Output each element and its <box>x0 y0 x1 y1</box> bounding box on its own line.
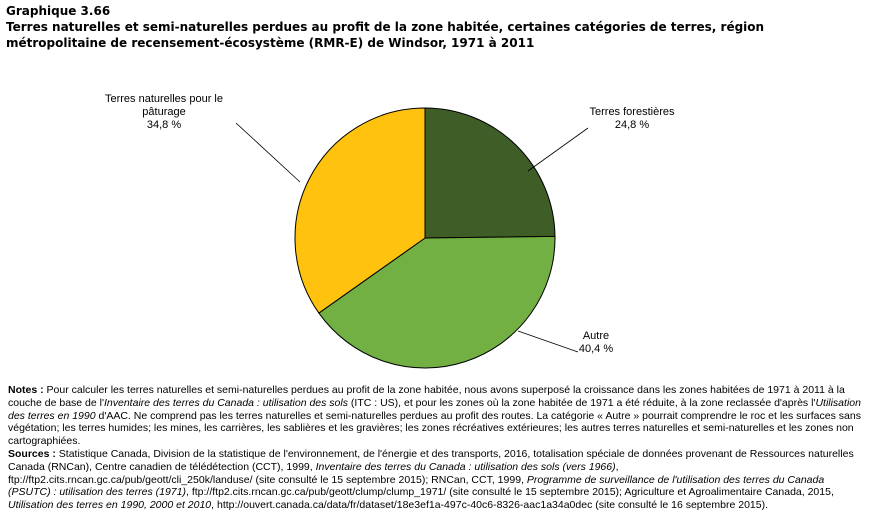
leader-line-1 <box>528 128 588 171</box>
value-label-1: 24,8 % <box>614 119 650 131</box>
sources-heading: Sources : <box>8 447 56 460</box>
sources-paragraph <box>8 448 864 512</box>
notes-text-2: Inventaire des terres du Canada : utilisation des sols <box>104 396 348 409</box>
notes-paragraph <box>8 384 864 448</box>
sources-text-1: Statistique Canada, Division de la statistique de l'environnement, de l'énergie et des transports, 2016, totalisation spéciale de données provenant de Ressources naturelles Canada (RNCan), Centre canadien de télédétection (CCT), 1999, <box>8 447 854 473</box>
slice-label-1: Terres forestières <box>589 106 675 118</box>
pie-chart <box>0 72 870 372</box>
chart-header <box>6 3 856 51</box>
notes-text-4: Utilisation des terres en 1990 <box>8 396 861 422</box>
sources-text-3: , ftp://ftp2.cits.rncan.gc.ca/pub/geott/cli_250k/landuse/ (site consulté le 15 septembre 2015); RNCan, CCT, 1999, <box>8 460 619 486</box>
slice-label-3: pâturage <box>142 106 186 118</box>
notes-text-5: d'AAC. Ne comprend pas les terres naturelles et semi-naturelles perdues au profit des routes. La catégorie « Autre » pourrait comprendre le roc et les surfaces sans végétation; les terres humides; les mines, les carrières, les sablières et les gravières; les zones récréatives extérieures; les autres terres naturelles et semi-naturelles et les zones non cartographiées. <box>8 409 861 448</box>
sources-text-5: , ftp://ftp2.cits.rncan.gc.ca/pub/geott/clump/clump_1971/ (site consulté le 15 septembre 2015); Agriculture et Agroalimentaire Canada, 2015, <box>185 486 834 499</box>
sources-text-4: Programme de surveillance de l'utilisation des terres du Canada (PSUTC) : utilisation des terres (1971) <box>8 473 825 499</box>
pie-slice-1 <box>425 108 555 238</box>
notes-text-1: Pour calculer les terres naturelles et semi-naturelles perdues au profit de la zone habitée, nous avons superposé la croissance dans les zones habitées de 1971 à 2011 à la couche de base de l' <box>8 384 845 409</box>
notes-heading: Notes : <box>8 384 44 396</box>
value-label-2: 40,4 % <box>578 343 614 355</box>
notes-text-3: (ITC : US), et pour les zones où la zone habitée de 1971 a été réduite, à la zone reclassée d'après l' <box>347 396 816 409</box>
leader-line-3 <box>236 123 300 182</box>
sources-text-2: Inventaire des terres du Canada : utilisation des sols (vers 1966) <box>315 460 616 473</box>
leader-line-2 <box>518 331 578 352</box>
slice-label-3: Terres naturelles pour le <box>104 93 224 105</box>
sources-text-7: , http://ouvert.canada.ca/data/fr/dataset/18e3ef1a-497c-40c6-8326-aac1a34a0dec (site consulté le 16 septembre 2015). <box>211 499 769 512</box>
notes-section <box>8 384 864 512</box>
value-label-3: 34,8 % <box>146 119 182 131</box>
sources-text-6: Utilisation des terres en 1990, 2000 et 2010 <box>8 499 212 512</box>
slice-label-2: Autre <box>582 330 610 342</box>
chart-number: Graphique 3.66 <box>6 4 111 18</box>
chart-title: Terres naturelles et semi-naturelles perdues au profit de la zone habitée, certaines catégories de terres, région métropolitaine de recensement-écosystème (RMR-E) de Windsor, 1971 à 2011 <box>6 20 765 50</box>
